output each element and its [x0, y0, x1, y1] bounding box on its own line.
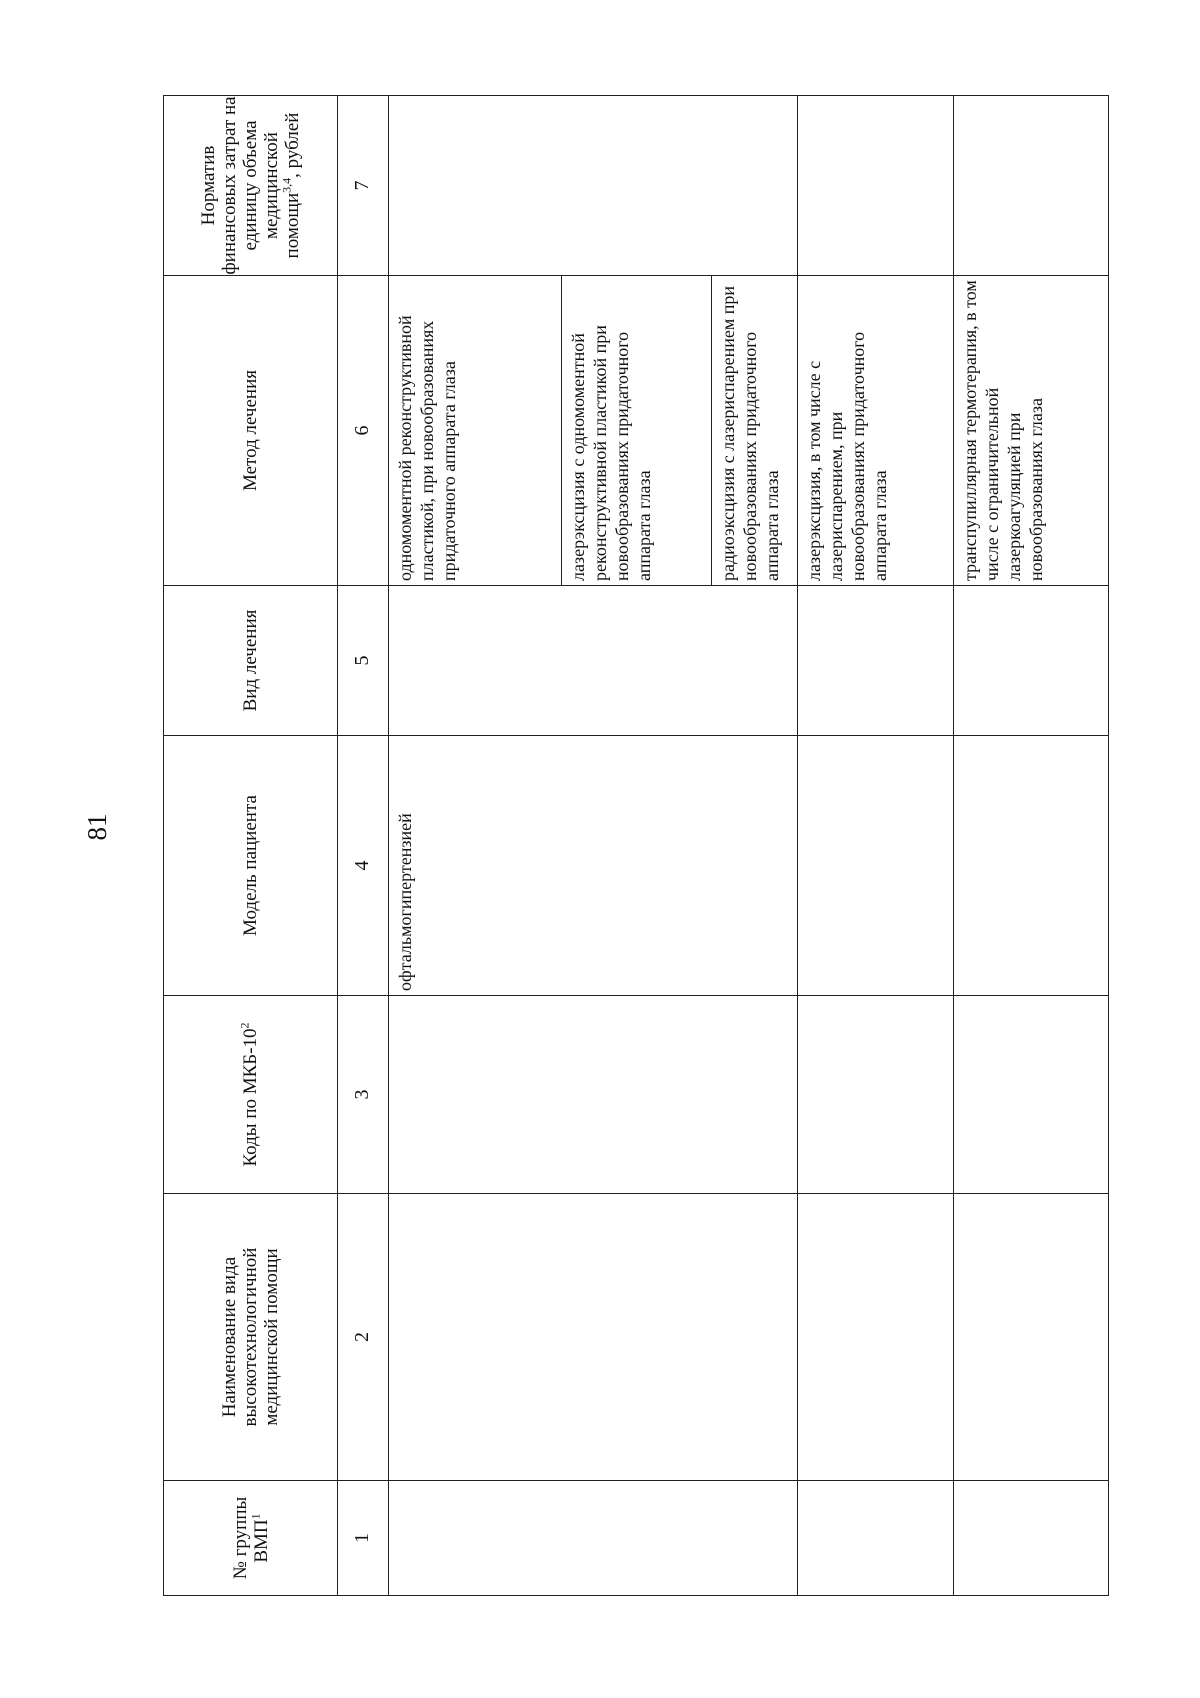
- vmp-table: [163, 95, 1109, 1596]
- cell-methods: [388, 276, 797, 586]
- cell-empty: [954, 1194, 1109, 1481]
- cell-empty: [797, 1194, 954, 1481]
- column-number: 6: [338, 276, 388, 586]
- cell-empty: [954, 736, 1109, 996]
- header-row: [164, 96, 338, 1596]
- cell-empty: [797, 586, 954, 736]
- cell-empty: [388, 1481, 797, 1596]
- method-text: лазерэксцизия с одномоментной реконструктивной пластикой при новообразованиях придаточного аппарата глаза: [561, 276, 711, 585]
- cell-empty: [797, 996, 954, 1194]
- table-row: [954, 96, 1109, 1596]
- header-patient-model: Модель пациента: [164, 736, 338, 996]
- cell-empty: [954, 586, 1109, 736]
- cell-empty: [954, 1481, 1109, 1596]
- header-treatment-method: Метод лечения: [164, 276, 338, 586]
- cell-empty: [954, 96, 1109, 276]
- column-number: 4: [338, 736, 388, 996]
- cell-empty: [797, 736, 954, 996]
- cell-method: лазерэксцизия, в том числе с лазериспарением, при новообразованиях придаточного аппарата глаза: [797, 276, 954, 586]
- header-group-number: № группы ВМП$^1$: [164, 1481, 338, 1596]
- column-number: 3: [338, 996, 388, 1194]
- cell-empty: [388, 96, 797, 276]
- cell-empty: [388, 1194, 797, 1481]
- method-text: радиоэксцизия с лазериспарением при новообразованиях придаточного аппарата глаза: [711, 276, 797, 585]
- table-container: [163, 96, 1109, 1596]
- column-number: 5: [338, 586, 388, 736]
- column-number: 7: [338, 96, 388, 276]
- cell-empty: [388, 586, 797, 736]
- column-number: 2: [338, 1194, 388, 1481]
- header-icd-codes: Коды по МКБ-$10^2$: [164, 996, 338, 1194]
- table-row: [388, 96, 797, 1596]
- cell-empty: [797, 1481, 954, 1596]
- cell-empty: [954, 996, 1109, 1194]
- cell-empty: [797, 96, 954, 276]
- cell-method: транспупиллярная термотерапия, в том числе с ограничительной лазеркоагуляцией при новообразованиях глаза: [954, 276, 1109, 586]
- header-vmp-name: Наименование вида высокотехнологичной медицинской помощи: [164, 1194, 338, 1481]
- cell-empty: [388, 996, 797, 1194]
- page-number: 81: [82, 813, 112, 841]
- header-treatment-type: Вид лечения: [164, 586, 338, 736]
- column-number: 1: [338, 1481, 388, 1596]
- cell-patient-model: офтальмогипертензией: [388, 736, 797, 996]
- table-row: [797, 96, 954, 1596]
- method-text: одномоментной реконструктивной пластикой, при новообразованиях придаточного аппарата глаза: [394, 315, 459, 581]
- column-number-row: [338, 96, 388, 1596]
- header-cost-norm: Норматив финансовых затрат на единицу объема медицинской помощи$^{3,4}$, рублей: [164, 96, 338, 276]
